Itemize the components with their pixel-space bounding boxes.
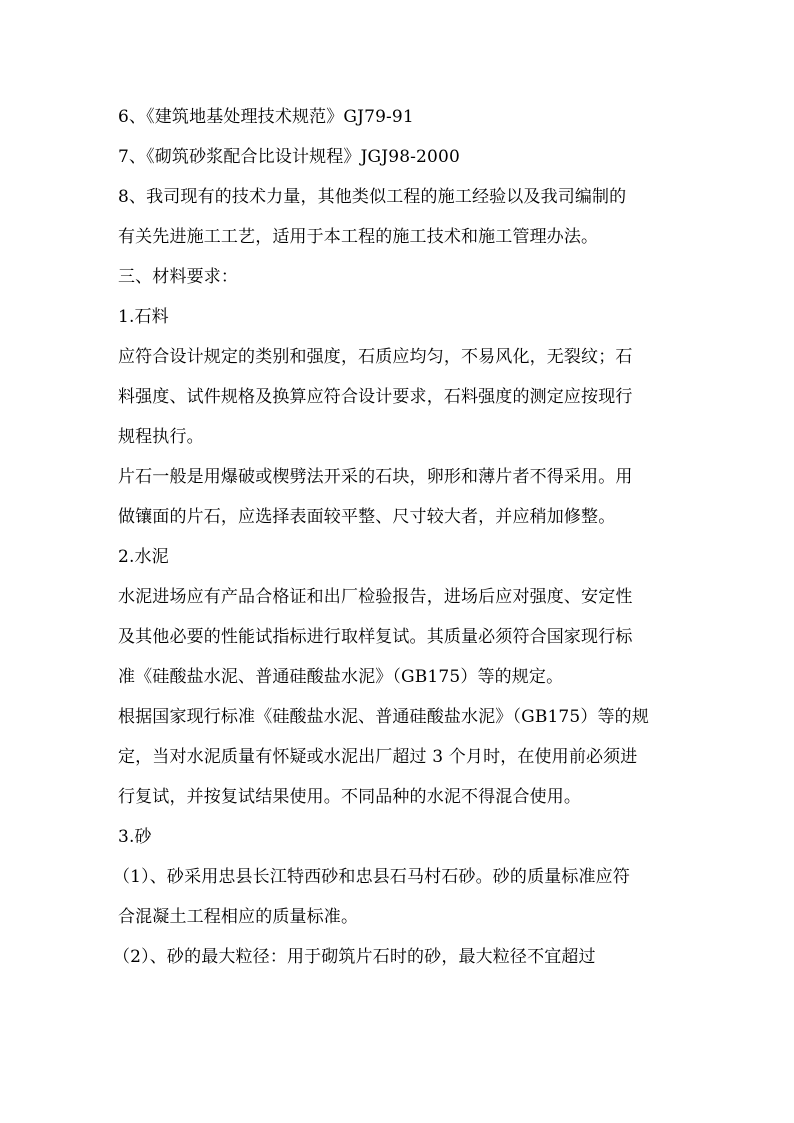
text-line: 规程执行。 xyxy=(118,427,204,447)
text-line: 行复试，并按复试结果使用。不同品种的水泥不得混合使用。 xyxy=(118,787,582,807)
paragraph-sand-grain-size xyxy=(113,937,688,977)
subheading: 3.砂 xyxy=(118,827,152,847)
reference-item-7 xyxy=(118,137,688,177)
text-line: 合混凝土工程相应的质量标准。 xyxy=(118,907,359,927)
subheading-sand xyxy=(118,817,688,857)
text-line: 定，当对水泥质量有怀疑或水泥出厂超过 3 个月时，在使用前必须进 xyxy=(118,747,638,767)
section-heading-materials xyxy=(118,257,688,297)
paragraph-stone-requirements xyxy=(118,337,688,457)
section-heading: 三、材料要求： xyxy=(118,267,239,287)
text-line: 准《硅酸盐水泥、普通硅酸盐水泥》（GB175）等的规定。 xyxy=(118,667,564,687)
text-line: 6、《建筑地基处理技术规范》GJ79-91 xyxy=(118,107,414,127)
text-line: 应符合设计规定的类别和强度，石质应均匀，不易风化，无裂纹；石 xyxy=(118,347,633,367)
text-line: （2）、砂的最大粒径：用于砌筑片石时的砂，最大粒径不宜超过 xyxy=(113,947,596,967)
paragraph-cement-inspection xyxy=(118,577,688,697)
text-line: 水泥进场应有产品合格证和出厂检验报告，进场后应对强度、安定性 xyxy=(118,587,633,607)
text-line: 有关先进施工工艺，适用于本工程的施工技术和施工管理办法。 xyxy=(118,227,599,247)
text-line: 及其他必要的性能试指标进行取样复试。其质量必须符合国家现行标 xyxy=(118,627,633,647)
subheading-stone xyxy=(118,297,688,337)
text-line: 料强度、试件规格及换算应符合设计要求，石料强度的测定应按现行 xyxy=(118,387,633,407)
subheading-cement xyxy=(118,537,688,577)
document-body xyxy=(113,97,688,977)
subheading: 2.水泥 xyxy=(118,547,169,567)
text-line: 根据国家现行标准《硅酸盐水泥、普通硅酸盐水泥》（GB175）等的规 xyxy=(118,707,649,727)
text-line: 片石一般是用爆破或楔劈法开采的石块，卵形和薄片者不得采用。用 xyxy=(118,467,633,487)
reference-item-8 xyxy=(118,177,688,257)
reference-item-6 xyxy=(118,97,688,137)
paragraph-cement-retest xyxy=(118,697,688,817)
text-line: （1）、砂采用忠县长江特西砂和忠县石马村石砂。砂的质量标准应符 xyxy=(113,867,630,887)
subheading: 1.石料 xyxy=(118,307,169,327)
paragraph-rubble-stone xyxy=(118,457,688,537)
text-line: 8、我司现有的技术力量，其他类似工程的施工经验以及我司编制的 xyxy=(118,187,627,207)
paragraph-sand-source xyxy=(113,857,688,937)
text-line: 7、《砌筑砂浆配合比设计规程》JGJ98-2000 xyxy=(118,147,460,167)
text-line: 做镶面的片石，应选择表面较平整、尺寸较大者，并应稍加修整。 xyxy=(118,507,616,527)
